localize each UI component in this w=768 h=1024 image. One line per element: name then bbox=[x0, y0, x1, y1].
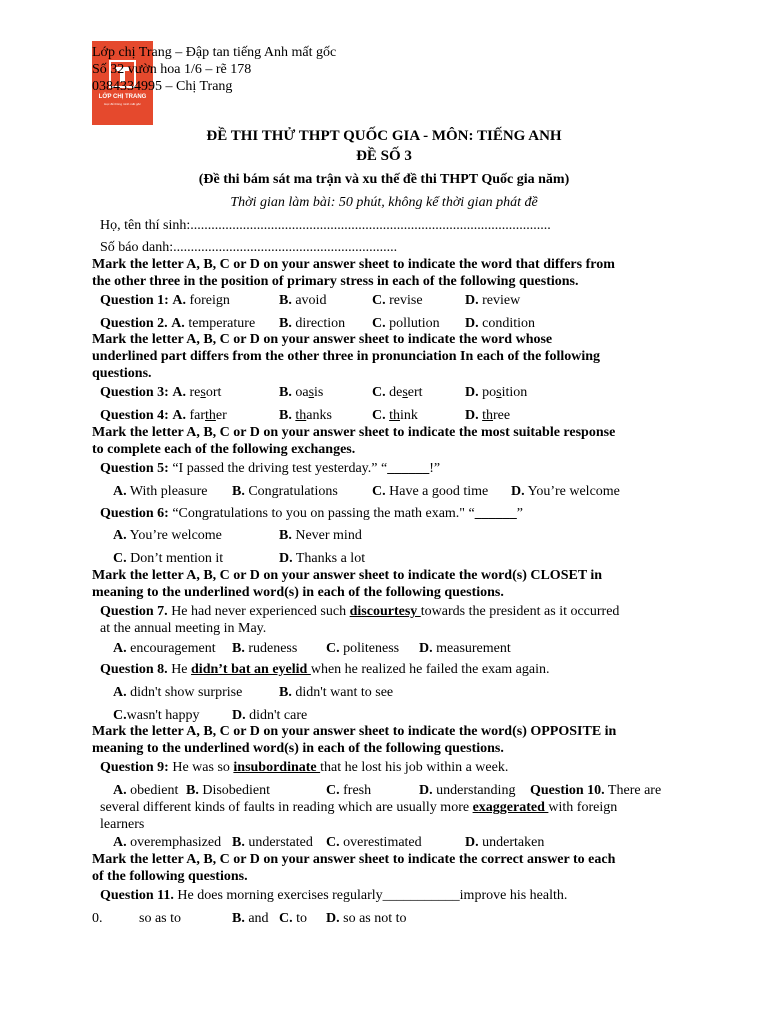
option-a: With pleasure bbox=[126, 484, 208, 499]
option-b-prefix: oa bbox=[291, 385, 309, 400]
question-6 bbox=[100, 506, 523, 522]
option-a: You’re welcome bbox=[126, 528, 222, 543]
option-label: A. bbox=[113, 484, 127, 499]
question-2-option-d bbox=[465, 316, 535, 332]
option-a-prefix: re bbox=[185, 385, 201, 400]
section-opposite-instruction: Mark the letter A, B, C or D on your answer sheet to indicate the word(s) OPPOSITE in bbox=[92, 724, 617, 739]
option-d-underlined: s bbox=[496, 385, 502, 400]
question-9-option-b bbox=[186, 783, 270, 799]
section-closest-instruction-2: meaning to the underlined word(s) in each of the following questions. bbox=[92, 585, 504, 600]
section-stress-instruction: Mark the letter A, B, C or D on your answer sheet to indicate the word that differs from bbox=[92, 257, 615, 272]
question-1-option-d bbox=[465, 293, 520, 309]
exam-time: Thời gian làm bài: 50 phút, không kể thời gian phát đề bbox=[230, 195, 538, 210]
question-label: Question 2. bbox=[100, 316, 168, 331]
option-c: Have a good time bbox=[385, 484, 489, 499]
section-response-instruction-2: to complete each of the following exchanges. bbox=[92, 442, 356, 457]
question-6-option-b bbox=[279, 528, 362, 544]
option-label: D. bbox=[465, 835, 479, 850]
option-b: and bbox=[244, 911, 269, 926]
question-5-option-b bbox=[232, 484, 338, 500]
question-5-option-a bbox=[113, 484, 207, 500]
option-c-suffix: ink bbox=[400, 408, 418, 423]
section-stress-instruction-2: the other three in the position of primary stress in each of the following questions. bbox=[92, 274, 579, 289]
question-text-cont: with foreign bbox=[548, 800, 618, 815]
option-label: B. bbox=[279, 385, 292, 400]
option-label: C. bbox=[326, 641, 340, 656]
question-label: Question 1: bbox=[100, 293, 169, 308]
question-8-option-b bbox=[279, 685, 393, 701]
option-c: fresh bbox=[339, 783, 372, 798]
candidate-name-field: Họ, tên thí sinh:....................................................................................................... bbox=[100, 218, 551, 233]
option-label: B. bbox=[279, 685, 292, 700]
question-11-option-b bbox=[232, 911, 269, 927]
question-2-option-b bbox=[279, 316, 345, 332]
option-a-suffix: er bbox=[215, 408, 227, 423]
option-b-underlined: s bbox=[308, 385, 315, 400]
option-b: understated bbox=[244, 835, 313, 850]
option-label: C. bbox=[113, 708, 127, 723]
question-text: “I passed the driving test yesterday.” “ bbox=[168, 461, 388, 476]
option-label: B. bbox=[279, 528, 292, 543]
question-label: Question 8. bbox=[100, 662, 168, 677]
option-a: didn't show surprise bbox=[126, 685, 243, 700]
section-response-instruction: Mark the letter A, B, C or D on your answer sheet to indicate the most suitable response bbox=[92, 425, 616, 440]
header-line-2: Số 32 vườn hoa 1/6 – rẽ 178 bbox=[92, 62, 252, 77]
option-b-suffix: is bbox=[314, 385, 324, 400]
question-8-option-d bbox=[232, 708, 307, 724]
option-label: A. bbox=[172, 293, 186, 308]
option-label: A. bbox=[172, 385, 186, 400]
option-label: B. bbox=[279, 316, 292, 331]
question-11-option-a: so as to bbox=[139, 911, 181, 926]
question-2 bbox=[100, 316, 255, 332]
option-label: C. bbox=[279, 911, 293, 926]
option-label: A. bbox=[113, 528, 127, 543]
option-label: B. bbox=[232, 911, 245, 926]
option-d: You’re welcome bbox=[524, 484, 620, 499]
option-b: direction bbox=[291, 316, 346, 331]
section-pronunciation-instruction: Mark the letter A, B, C or D on your answer sheet to indicate the word whose bbox=[92, 332, 553, 347]
question-label: Question 10. bbox=[530, 783, 605, 798]
option-a: obedient bbox=[126, 783, 179, 798]
question-6-option-c bbox=[113, 551, 223, 567]
question-3-option-c bbox=[372, 385, 423, 401]
option-b-suffix: anks bbox=[306, 408, 332, 423]
option-label: B. bbox=[232, 484, 245, 499]
option-label: D. bbox=[279, 551, 293, 566]
answer-blank: ______ bbox=[474, 506, 517, 521]
option-label: C. bbox=[326, 835, 340, 850]
option-label: D. bbox=[511, 484, 525, 499]
question-text-cont: that he lost his job within a week. bbox=[320, 760, 509, 775]
option-label: D. bbox=[465, 408, 479, 423]
option-c-suffix: ert bbox=[407, 385, 423, 400]
question-label: Question 6: bbox=[100, 506, 169, 521]
option-label: C. bbox=[372, 316, 386, 331]
option-d: understanding bbox=[432, 783, 516, 798]
question-4 bbox=[100, 408, 227, 424]
section-pronunciation-instruction-3: questions. bbox=[92, 366, 152, 381]
question-7 bbox=[100, 604, 619, 620]
question-text: several different kinds of faults in reading which are usually more bbox=[100, 800, 473, 815]
section-closest-instruction: Mark the letter A, B, C or D on your answer sheet to indicate the word(s) CLOSET in bbox=[92, 568, 603, 583]
question-3 bbox=[100, 385, 221, 401]
option-a: temperature bbox=[184, 316, 256, 331]
option-b: didn't want to see bbox=[291, 685, 394, 700]
exam-number: ĐỀ SỐ 3 bbox=[356, 148, 412, 164]
question-text-end: ” bbox=[516, 506, 523, 521]
option-d: review bbox=[478, 293, 521, 308]
underlined-phrase: insubordinate bbox=[233, 760, 321, 775]
option-label: A. bbox=[113, 835, 127, 850]
option-label: D. bbox=[419, 783, 433, 798]
question-label: Question 7. bbox=[100, 604, 168, 619]
option-d: so as not to bbox=[339, 911, 407, 926]
question-6-option-a bbox=[113, 528, 222, 544]
option-c: politeness bbox=[339, 641, 400, 656]
option-d: undertaken bbox=[478, 835, 545, 850]
question-4-option-c bbox=[372, 408, 418, 424]
option-label: C. bbox=[326, 783, 340, 798]
option-label: B. bbox=[279, 293, 292, 308]
option-label: A. bbox=[113, 783, 127, 798]
question-1-option-c bbox=[372, 293, 423, 309]
question-text-cont: improve his health. bbox=[459, 888, 568, 903]
option-d: measurement bbox=[432, 641, 511, 656]
option-a-underlined: s bbox=[200, 385, 206, 400]
option-a-underlined: th bbox=[205, 408, 216, 423]
option-label: A. bbox=[171, 316, 185, 331]
question-label: Question 4: bbox=[100, 408, 169, 423]
question-9-option-d bbox=[419, 783, 515, 799]
option-c: wasn't happy bbox=[126, 708, 200, 723]
question-10 bbox=[530, 783, 661, 799]
question-8-option-a bbox=[113, 685, 242, 701]
question-text-cont: towards the president as it occurred bbox=[420, 604, 620, 619]
exam-title: ĐỀ THI THỬ THPT QUỐC GIA - MÔN: TIẾNG ANH bbox=[206, 128, 562, 144]
answer-blank: ______ bbox=[387, 461, 430, 476]
header-line-3: 0384334995 – Chị Trang bbox=[92, 79, 233, 94]
option-c: Don’t mention it bbox=[126, 551, 224, 566]
option-b-underlined: th bbox=[295, 408, 307, 423]
option-label: A. bbox=[113, 685, 127, 700]
question-6-option-d bbox=[279, 551, 365, 567]
question-5-option-d bbox=[511, 484, 620, 500]
question-11-option-c bbox=[279, 911, 307, 927]
question-8 bbox=[100, 662, 549, 678]
question-text: He was so bbox=[168, 760, 234, 775]
option-b: rudeness bbox=[244, 641, 298, 656]
section-correct-answer-instruction: Mark the letter A, B, C or D on your answer sheet to indicate the correct answer to each bbox=[92, 852, 616, 867]
logo-subtext: Học để thông minh mất gốc bbox=[104, 102, 141, 106]
option-label: D. bbox=[232, 708, 246, 723]
question-5 bbox=[100, 461, 440, 477]
option-a: foreign bbox=[185, 293, 230, 308]
question-7-option-b bbox=[232, 641, 297, 657]
option-label: A. bbox=[113, 641, 127, 656]
option-d-prefix: po bbox=[478, 385, 497, 400]
option-c: to bbox=[292, 911, 308, 926]
question-10-option-a bbox=[113, 835, 221, 851]
option-c-underlined: th bbox=[389, 408, 401, 423]
option-b: Disobedient bbox=[198, 783, 270, 798]
question-4-option-b bbox=[279, 408, 332, 424]
option-d: Thanks a lot bbox=[292, 551, 366, 566]
option-a: encouragement bbox=[126, 641, 216, 656]
question-9-option-a bbox=[113, 783, 178, 799]
question-3-option-b bbox=[279, 385, 323, 401]
question-10-line-2 bbox=[100, 800, 617, 816]
question-3-option-d bbox=[465, 385, 527, 401]
question-text: He does morning exercises regularly bbox=[173, 888, 383, 903]
option-label: B. bbox=[232, 641, 245, 656]
option-label: D. bbox=[465, 293, 479, 308]
question-9-option-c bbox=[326, 783, 371, 799]
option-d: didn't care bbox=[245, 708, 308, 723]
answer-blank: ___________ bbox=[382, 888, 460, 903]
question-text-cont: when he realized he failed the exam again. bbox=[310, 662, 550, 677]
question-label: Question 5: bbox=[100, 461, 169, 476]
underlined-phrase: exaggerated bbox=[472, 800, 549, 815]
option-label: B. bbox=[279, 408, 292, 423]
question-4-option-d bbox=[465, 408, 510, 424]
underlined-phrase: didn’t bat an eyelid bbox=[191, 662, 311, 677]
option-b: Congratulations bbox=[244, 484, 338, 499]
option-label: B. bbox=[232, 835, 245, 850]
option-c-prefix: de bbox=[385, 385, 403, 400]
option-a-suffix: ort bbox=[205, 385, 222, 400]
question-text: He had never experienced such bbox=[167, 604, 350, 619]
question-label: Question 3: bbox=[100, 385, 169, 400]
question-10-option-d bbox=[465, 835, 544, 851]
question-2-option-c bbox=[372, 316, 440, 332]
question-10-option-c bbox=[326, 835, 422, 851]
option-label: C. bbox=[113, 551, 127, 566]
option-label: C. bbox=[372, 293, 386, 308]
section-opposite-instruction-2: meaning to the underlined word(s) in each of the following questions. bbox=[92, 741, 504, 756]
option-c: revise bbox=[385, 293, 423, 308]
option-label: C. bbox=[372, 385, 386, 400]
option-b: avoid bbox=[291, 293, 327, 308]
option-label: D. bbox=[465, 385, 479, 400]
question-7-option-d bbox=[419, 641, 511, 657]
question-11-option-d bbox=[326, 911, 407, 927]
option-label: D. bbox=[465, 316, 479, 331]
exam-subtitle: (Đề thi bám sát ma trận và xu thế đề thi THPT Quốc gia năm) bbox=[198, 172, 570, 187]
question-text: “Congratulations to you on passing the math exam." “ bbox=[168, 506, 475, 521]
question-10-line-3: learners bbox=[100, 817, 145, 832]
question-9 bbox=[100, 760, 508, 776]
option-label: D. bbox=[326, 911, 340, 926]
header-line-1: Lớp chị Trang – Đập tan tiếng Anh mất gốc bbox=[92, 45, 337, 60]
question-11 bbox=[100, 888, 567, 904]
option-d-suffix: ree bbox=[493, 408, 511, 423]
question-label: Question 11. bbox=[100, 888, 174, 903]
question-7-option-a bbox=[113, 641, 216, 657]
question-text: He bbox=[167, 662, 192, 677]
option-label: C. bbox=[372, 484, 386, 499]
option-d-suffix: ition bbox=[501, 385, 528, 400]
question-11-option-a-label: 0. bbox=[92, 911, 103, 926]
option-label: D. bbox=[419, 641, 433, 656]
question-label: Question 9: bbox=[100, 760, 169, 775]
question-7-line-2: at the annual meeting in May. bbox=[100, 621, 267, 636]
candidate-id-field: Số báo danh:................................................................ bbox=[100, 240, 398, 255]
underlined-phrase: discourtesy bbox=[349, 604, 421, 619]
option-d-underlined: th bbox=[482, 408, 494, 423]
option-c: overestimated bbox=[339, 835, 422, 850]
question-text: There are bbox=[604, 783, 662, 798]
option-label: B. bbox=[186, 783, 199, 798]
option-label: C. bbox=[372, 408, 386, 423]
question-1 bbox=[100, 293, 230, 309]
logo-text: LỚP CHỊ TRANG bbox=[98, 94, 147, 100]
section-pronunciation-instruction-2: underlined part differs from the other three in pronunciation In each of the following bbox=[92, 349, 601, 364]
question-1-option-b bbox=[279, 293, 326, 309]
question-8-option-c bbox=[113, 708, 200, 724]
option-c: pollution bbox=[385, 316, 440, 331]
option-label: A. bbox=[172, 408, 186, 423]
question-10-option-b bbox=[232, 835, 313, 851]
option-a-prefix: far bbox=[185, 408, 206, 423]
question-text-end: !” bbox=[429, 461, 441, 476]
section-correct-answer-instruction-2: of the following questions. bbox=[92, 869, 248, 884]
option-c-underlined: s bbox=[402, 385, 408, 400]
question-7-option-c bbox=[326, 641, 399, 657]
question-5-option-c bbox=[372, 484, 488, 500]
option-a: overemphasized bbox=[126, 835, 222, 850]
option-d: condition bbox=[478, 316, 536, 331]
option-b: Never mind bbox=[291, 528, 362, 543]
